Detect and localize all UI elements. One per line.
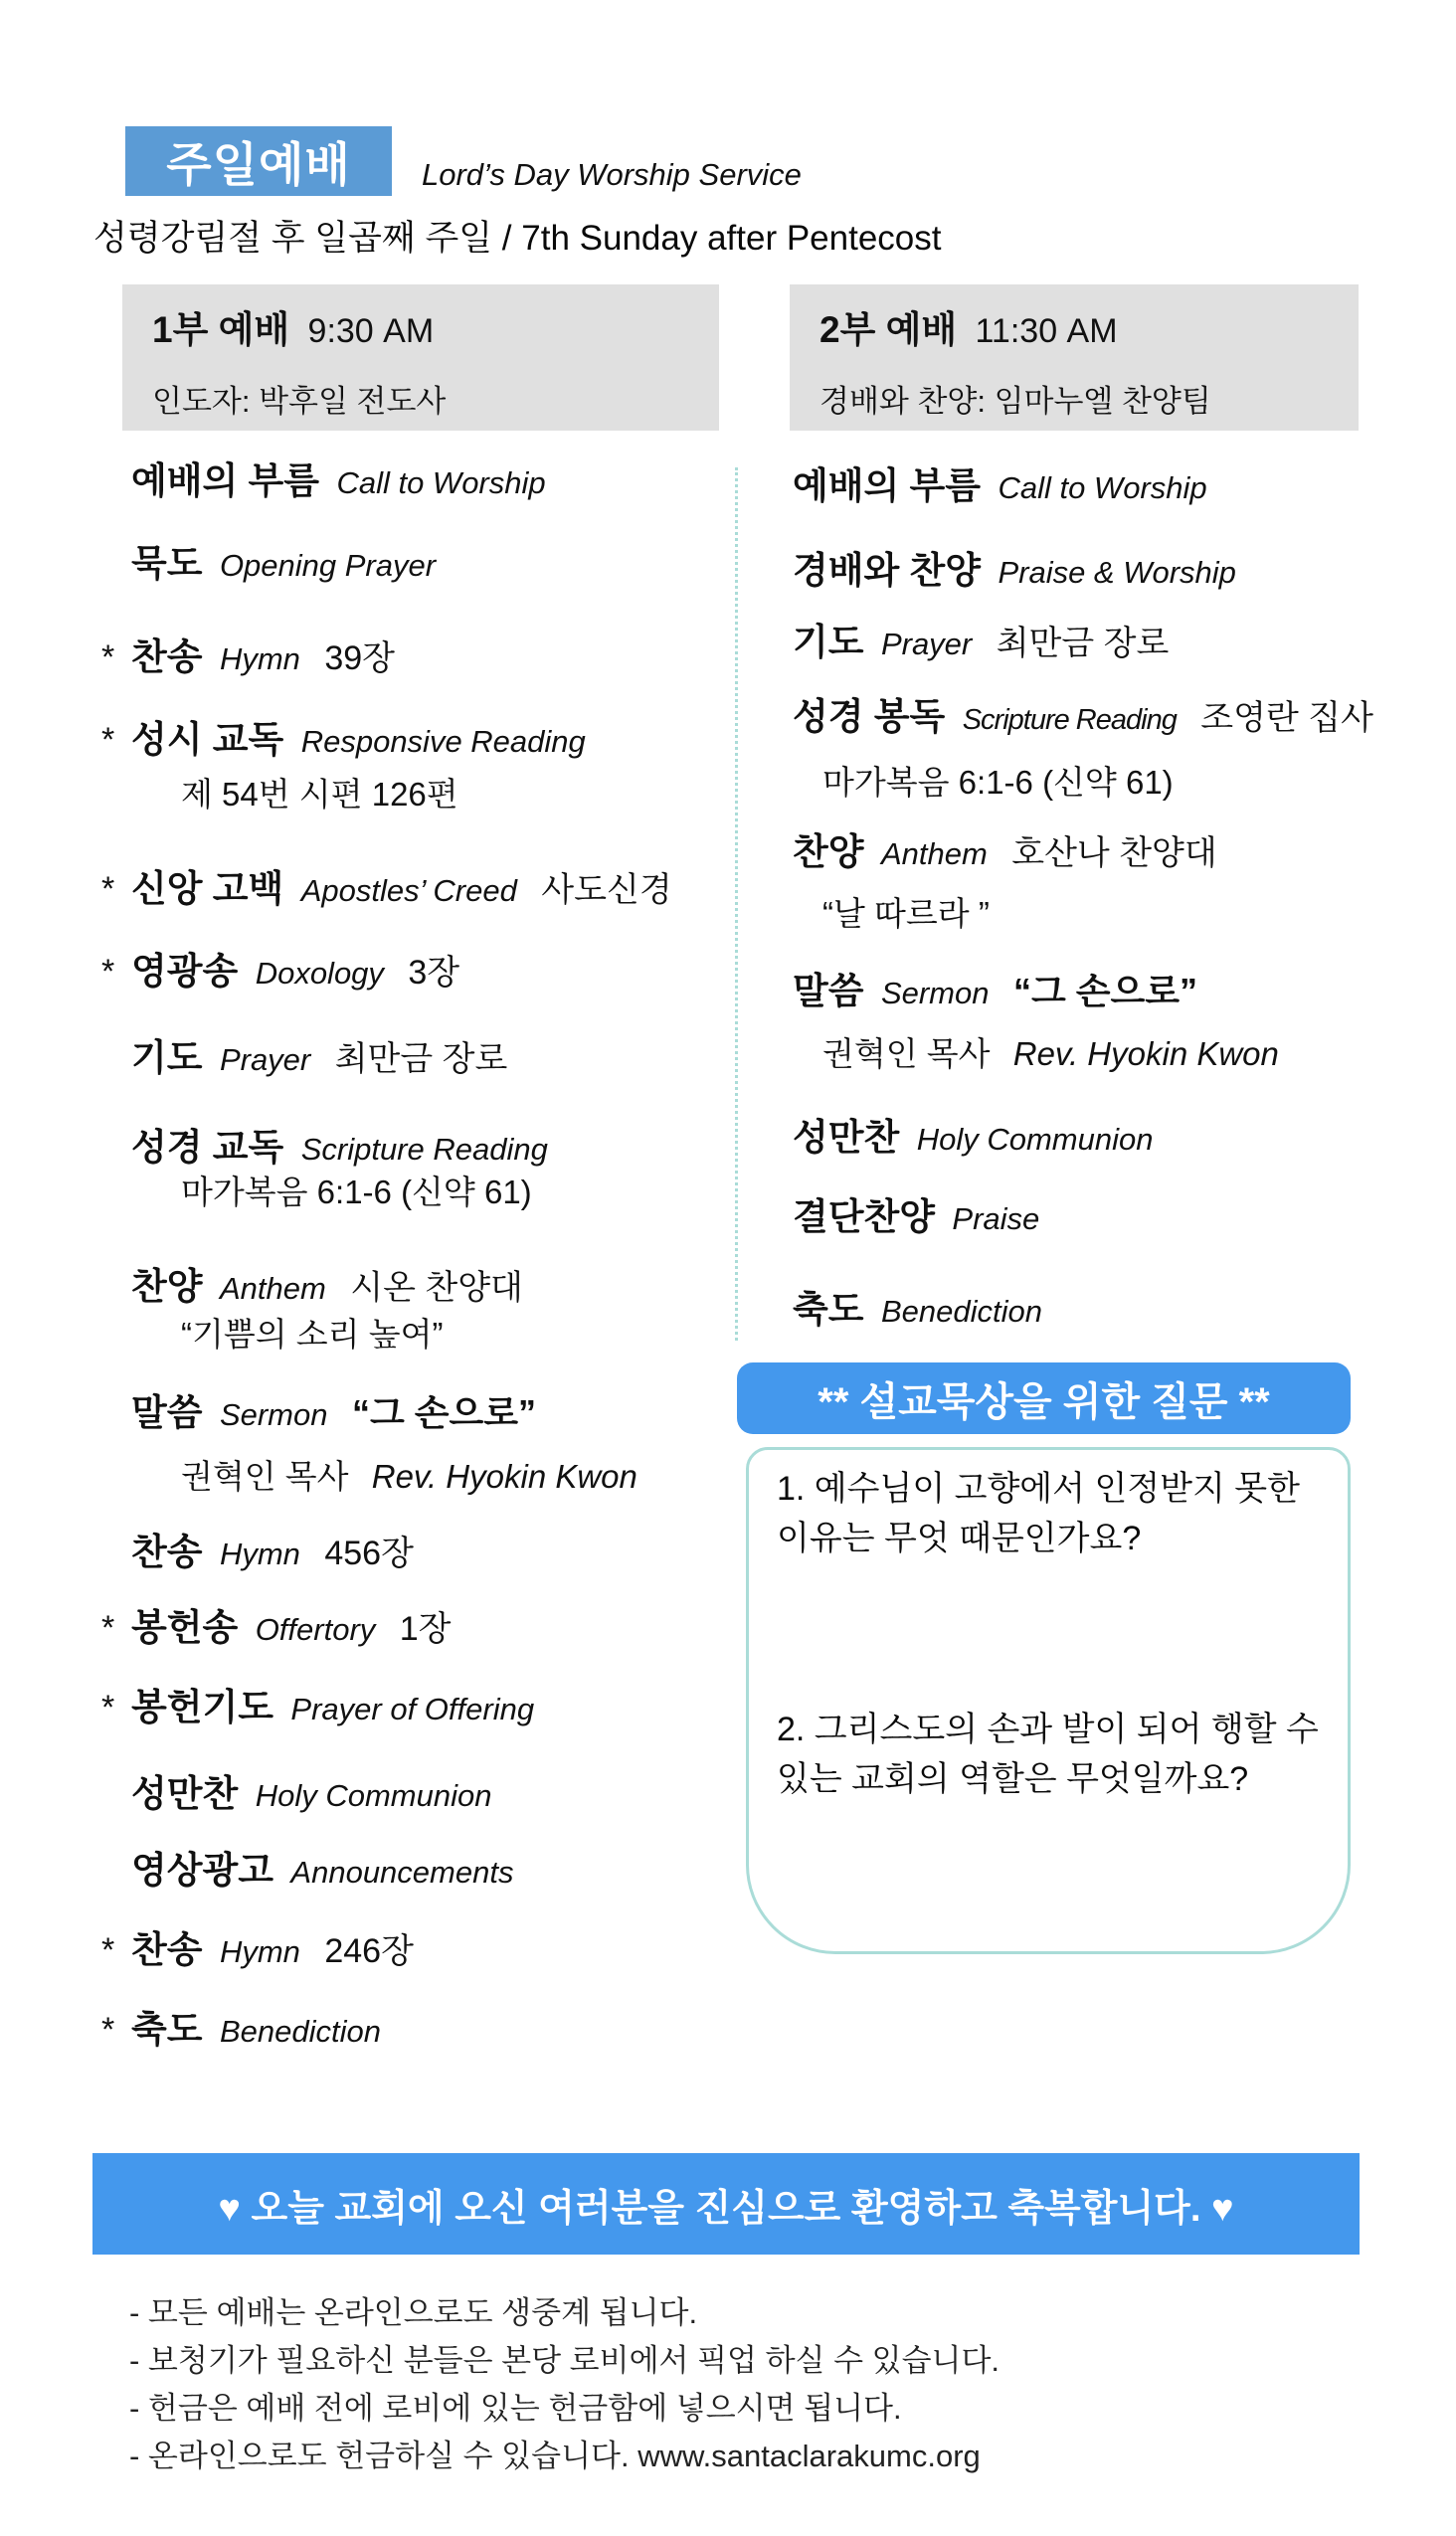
asterisk: * (101, 638, 115, 676)
order-item (793, 547, 1236, 595)
service1-header (152, 308, 719, 360)
item-label-en: Responsive Reading (300, 724, 586, 759)
item-extra: 39장 (324, 639, 396, 677)
item-label-kr: 예배의 부름 (793, 465, 981, 506)
item-label-en: Hymn (219, 1934, 300, 1969)
item-label-kr: 봉헌송 (131, 1607, 239, 1648)
item-label-kr: 찬송 (131, 636, 203, 677)
order-item (101, 2006, 381, 2054)
questions-box (746, 1447, 1351, 1954)
service1-time: 9:30 AM (307, 312, 435, 350)
service2-detail: 경배와 찬양: 임마누엘 찬양팀 (819, 384, 1211, 419)
service1-name: 1부 예배 (152, 309, 290, 350)
preacher-kr: 권혁인 목사 (181, 1458, 349, 1495)
item-label-kr: 기도 (793, 622, 864, 662)
asterisk: * (101, 721, 115, 759)
item-extra: 456장 (324, 1535, 414, 1572)
order-item-detail: 제 54번 시편 126편 (181, 776, 458, 813)
item-label-kr: 찬양 (131, 1266, 203, 1307)
item-extra: 최만금 장로 (334, 1040, 508, 1078)
order-item-detail: “기쁨의 소리 높여” (181, 1316, 444, 1353)
item-label-en: Announcements (290, 1855, 514, 1890)
item-label-kr: 성경 교독 (131, 1127, 284, 1168)
item-label-en: Hymn (219, 1537, 300, 1571)
item-label-en: Offertory (255, 1612, 376, 1647)
order-item (101, 716, 586, 764)
service2-header (819, 308, 1359, 360)
note-line: - 보청기가 필요하신 분들은 본당 로비에서 픽업 하실 수 있습니다. (129, 2343, 1001, 2378)
item-label-en: Holy Communion (916, 1122, 1154, 1157)
item-label-en: Call to Worship (998, 470, 1207, 505)
order-item (131, 1847, 513, 1895)
sermon-title: “그 손으로” (1012, 971, 1198, 1011)
asterisk: * (101, 2011, 115, 2049)
item-label-en: Prayer (880, 627, 973, 661)
note-line: - 온라인으로도 헌금하실 수 있습니다. www.santaclarakumc.org (129, 2439, 981, 2473)
item-label-kr: 찬양 (793, 831, 864, 872)
order-item (131, 457, 546, 505)
item-label-kr: 결단찬양 (793, 1196, 935, 1237)
questions-header: ** 설교묵상을 위한 질문 ** (737, 1362, 1351, 1434)
order-item (101, 634, 396, 681)
order-item (793, 1114, 1153, 1162)
item-label-en: Holy Communion (255, 1778, 492, 1813)
item-label-en: Anthem (219, 1271, 326, 1306)
item-extra: 1장 (399, 1610, 452, 1648)
item-label-en: Anthem (880, 836, 988, 871)
item-label-kr: 성경 봉독 (793, 696, 946, 737)
item-label-en: Benediction (880, 1294, 1042, 1329)
order-item (131, 1389, 536, 1437)
item-label-kr: 찬송 (131, 1929, 203, 1970)
section-badge (125, 126, 392, 196)
item-extra: 사도신경 (541, 871, 672, 909)
item-label-en: Scripture Reading (300, 1132, 548, 1167)
asterisk: * (101, 1689, 115, 1726)
order-item (793, 828, 1217, 876)
service1-box (122, 284, 719, 431)
item-extra: 246장 (324, 1932, 414, 1970)
item-label-kr: 영광송 (131, 951, 239, 992)
order-item-detail: “날 따르라 ” (822, 895, 990, 932)
order-item (131, 1529, 414, 1576)
section-badge-label: 주일예배 (166, 137, 351, 191)
asterisk: * (101, 1609, 115, 1647)
item-label-en: Prayer of Offering (290, 1692, 535, 1726)
preacher-en: Rev. Hyokin Kwon (371, 1458, 637, 1495)
order-item (793, 968, 1197, 1015)
item-label-en: Doxology (255, 956, 384, 991)
item-label-en: Apostles’ Creed (300, 873, 517, 908)
item-label-en: Benediction (219, 2014, 381, 2049)
service2-time: 11:30 AM (975, 312, 1118, 350)
order-item (131, 1124, 548, 1172)
item-label-kr: 묵도 (131, 543, 203, 584)
item-label-kr: 성만찬 (793, 1117, 900, 1158)
item-label-kr: 찬송 (131, 1532, 203, 1572)
asterisk: * (101, 1931, 115, 1969)
item-extra: 조영란 집사 (1200, 699, 1373, 737)
item-label-kr: 봉헌기도 (131, 1687, 273, 1727)
item-label-kr: 기도 (131, 1037, 203, 1078)
order-item (101, 1926, 414, 1974)
order-item (793, 1193, 1039, 1241)
question-1: 1. 예수님이 고향에서 인정받지 못한 이유는 무엇 때문인가요? (777, 1470, 1300, 1557)
preacher-kr: 권혁인 목사 (822, 1035, 991, 1072)
item-label-kr: 예배의 부름 (131, 460, 319, 501)
item-label-kr: 신앙 고백 (131, 868, 284, 909)
question-2: 2. 그리스도의 손과 발이 되어 행할 수 있는 교회의 역할은 무엇일까요? (777, 1711, 1319, 1798)
sunday-subtitle: 성령강림절 후 일곱째 주일 / 7th Sunday after Pentecost (93, 219, 942, 258)
item-extra: 3장 (408, 954, 460, 992)
footer-notes (129, 2289, 1000, 2480)
service2-box (790, 284, 1359, 431)
note-line: - 헌금은 예배 전에 로비에 있는 헌금함에 넣으시면 됩니다. (129, 2391, 902, 2426)
order-item (101, 948, 460, 996)
title-english: Lord’s Day Worship Service (422, 157, 802, 192)
item-label-en: Praise (952, 1201, 1040, 1236)
order-item-detail: 마가복음 6:1-6 (신약 61) (822, 764, 1174, 801)
order-item-detail (822, 1032, 1279, 1076)
asterisk: * (101, 953, 115, 991)
welcome-banner: ♥ 오늘 교회에 오신 여러분을 진심으로 환영하고 축복합니다. ♥ (92, 2153, 1360, 2255)
item-label-en: Hymn (219, 641, 300, 676)
item-label-en: Opening Prayer (219, 548, 437, 583)
item-label-kr: 축도 (131, 2009, 203, 2050)
item-label-en: Prayer (219, 1042, 311, 1077)
order-item (131, 1263, 523, 1311)
order-item-detail (181, 1455, 637, 1499)
item-label-en: Scripture Reading (962, 704, 1177, 736)
order-item (101, 1684, 535, 1731)
order-item (793, 619, 1169, 666)
order-item-detail: 마가복음 6:1-6 (신약 61) (181, 1174, 532, 1210)
asterisk: * (101, 870, 115, 908)
item-label-kr: 성시 교독 (131, 719, 284, 760)
item-label-kr: 축도 (793, 1289, 864, 1330)
service2-name: 2부 예배 (819, 309, 958, 350)
item-label-kr: 경배와 찬양 (793, 550, 981, 591)
item-extra: 시온 찬양대 (350, 1269, 523, 1307)
item-label-en: Sermon (880, 976, 990, 1010)
column-divider (735, 467, 738, 1341)
order-item (101, 1604, 452, 1652)
item-extra: 최만금 장로 (996, 625, 1170, 662)
item-label-kr: 말씀 (131, 1392, 203, 1433)
preacher-en: Rev. Hyokin Kwon (1012, 1035, 1279, 1072)
order-item (131, 1770, 491, 1818)
order-item (101, 865, 672, 913)
order-item (131, 1034, 507, 1082)
order-item (131, 540, 436, 588)
order-item (793, 1286, 1042, 1334)
order-item (793, 693, 1373, 741)
note-line: - 모든 예배는 온라인으로도 생중계 됩니다. (129, 2295, 698, 2330)
item-label-en: Sermon (219, 1397, 328, 1432)
item-label-kr: 영상광고 (131, 1850, 273, 1891)
order-item (793, 462, 1207, 510)
item-label-en: Praise & Worship (998, 555, 1236, 590)
sermon-title: “그 손으로” (351, 1392, 537, 1433)
item-label-kr: 성만찬 (131, 1773, 239, 1814)
service1-detail: 인도자: 박후일 전도사 (152, 384, 447, 419)
item-extra: 호산나 찬양대 (1011, 834, 1217, 872)
item-label-en: Call to Worship (336, 465, 546, 500)
item-label-kr: 말씀 (793, 971, 864, 1011)
